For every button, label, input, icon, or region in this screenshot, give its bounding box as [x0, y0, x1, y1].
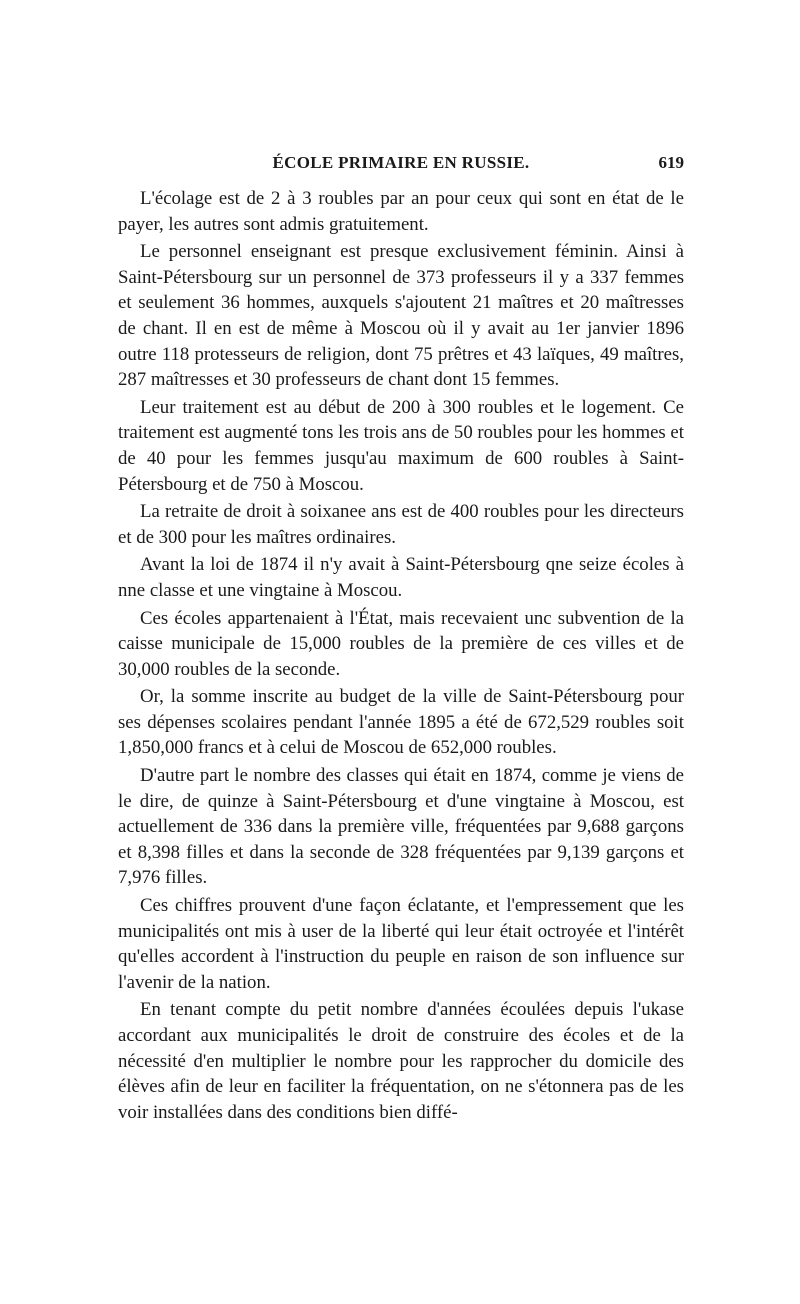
paragraph-personnel: Le personnel enseignant est presque exclusivement féminin. Ainsi à Saint-Pétersbourg sur un personnel de 373 professeurs il y a 337 femmes et seulement 36 hommes, auxquels s'ajoutent 21 maîtres et 20 maîtresses de chant. Il en est de même à Moscou où il y avait au 1er janvier 1896 outre 118 protesseurs de religion, dont 75 prêtres et 43 laïques, 49 maîtres, 287 maîtresses et 30 professeurs de chant dont 15 femmes. — [118, 241, 684, 391]
paragraph-chiffres: Ces chiffres prouvent d'une façon éclatante, et l'empressement que les municipalités ont mis à user de la liberté qui leur était octroyée et l'intérêt qu'elles accordent à l'instruction du peuple en raison de son influence sur l'avenir de la nation. — [118, 895, 684, 993]
page-number: 619 — [658, 153, 684, 172]
paragraph-budget: Or, la somme inscrite au budget de la ville de Saint-Pétersbourg pour ses dépenses scolaires pendant l'année 1895 a été de 672,529 roubles soit 1,850,000 francs et à celui de Moscou de 652,000 roubles. — [118, 686, 684, 759]
running-title: ÉCOLE PRIMAIRE EN RUSSIE. — [272, 153, 530, 172]
paragraph-retraite: La retraite de droit à soixanee ans est de 400 roubles pour les directeurs et de 300 pour les maîtres ordinaires. — [118, 501, 684, 548]
running-header — [118, 153, 684, 177]
paragraph-subvention: Ces écoles appartenaient à l'État, mais recevaient unc subvention de la caisse municipale de 15,000 roubles de la première de ces villes et de 30,000 roubles de la seconde. — [118, 607, 684, 680]
paragraph-traitement: Leur traitement est au début de 200 à 300 roubles et le logement. Ce traitement est augmenté tons les trois ans de 50 roubles pour les hommes et de 40 pour les femmes jusqu'au maximum de 600 roubles à Saint-Pétersbourg et de 750 à Moscou. — [118, 396, 684, 495]
paragraph-ecolage: L'écolage est de 2 à 3 roubles par an pour ceux qui sont en état de le payer, les autres sont admis gratuitement. — [118, 188, 684, 235]
paragraph-loi-1874: Avant la loi de 1874 il n'y avait à Saint-Pétersbourg qne seize écoles à nne classe et une vingtaine à Moscou. — [118, 554, 684, 601]
paragraph-classes: D'autre part le nombre des classes qui était en 1874, comme je viens de le dire, de quinze à Saint-Pétersbourg et d'une vingtaine à Moscou, est actuellement de 336 dans la première ville, fréquentées par 9,688 garçons et 8,398 filles et dans la seconde de 328 fréquentées par 9,139 garçons et 7,976 filles. — [118, 765, 684, 889]
paragraph-conclusion: En tenant compte du petit nombre d'années écoulées depuis l'ukase accordant aux municipalités le droit de construire des écoles et de la nécessité d'en multiplier le nombre pour les rapprocher du domicile des élèves afin de leur en faciliter la fréquentation, on ne s'étonnera pas de les voir installées dans des conditions bien diffé- — [118, 999, 684, 1123]
body-text — [118, 186, 684, 1127]
